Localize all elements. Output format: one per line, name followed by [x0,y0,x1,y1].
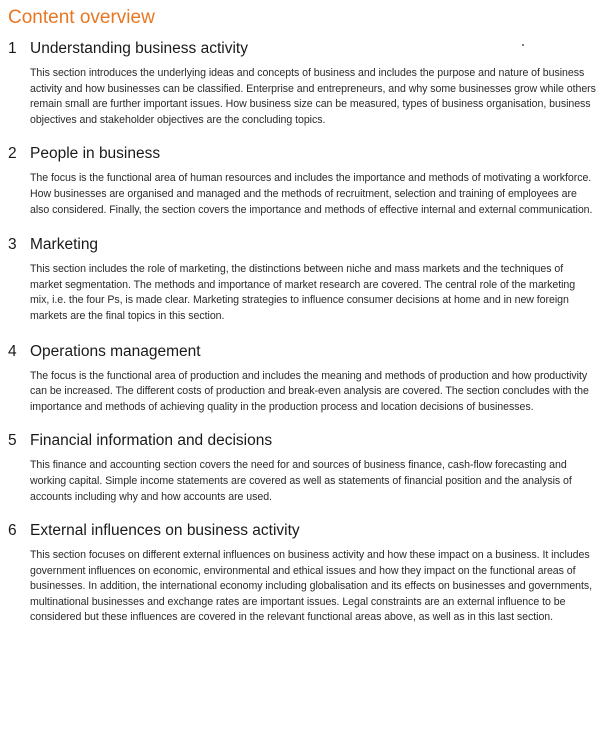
section-number: 6 [8,522,17,540]
section-body: This section introduces the underlying ideas and concepts of business and includes the purpose and nature of business activity and how businesses can be classified. Enterprise and entrepreneurs, and why some businesses grow while others remain small are further important issues. How business size can be measured, types of business organisation, business objectives and stakeholder objectives are the concluding topics. [30,67,596,126]
section-number: 3 [8,236,17,254]
section-heading [8,431,596,451]
section-heading [8,521,596,541]
section-people-in-business [8,144,596,218]
section-body: This section includes the role of marketing, the distinctions between niche and mass markets and the techniques of market segmentation. The methods and importance of market research are covered. The central role of the marketing mix, i.e. the four Ps, is made clear. Marketing strategies to influence consumer decisions at home and in new foreign markets are the final topics in this section. [30,263,576,322]
section-title: External influences on business activity [30,522,300,540]
stray-dot [522,44,524,46]
section-title: Operations management [30,342,201,360]
section-body: The focus is the functional area of production and includes the meaning and methods of production and how productivity can be increased. The different costs of production and break-even analysis are covered. The section concludes with the importance and methods of achieving quality in the production process and location decisions of businesses. [30,369,589,413]
section-understanding-business-activity [8,39,596,128]
section-operations-management [8,342,596,416]
section-title: People in business [30,145,161,163]
section-number: 5 [8,432,17,450]
section-financial-information-and-decisions [8,431,596,505]
section-body: This section focuses on different external influences on business activity and how these impact on a business. It includes government influences on economic, environmental and ethical issues and how they impact on the functional areas of businesses. In addition, the international economy including globalisation and its effects on businesses and governments, multinational businesses and exchange rates are important issues. Legal constraints are an external influence to be considered but these influences are covered in the relevant functional areas above, as well as in this last section. [30,549,593,624]
page-title: Content overview [8,7,155,28]
section-body: This finance and accounting section covers the need for and sources of business finance, cash-flow forecasting and working capital. Simple income statements are covered as well as statements of financial position and the analysis of accounts including why and how accounts are used. [30,459,572,503]
section-heading [8,144,596,164]
section-title: Marketing [30,236,99,254]
section-marketing [8,235,596,324]
section-body: The focus is the functional area of human resources and includes the importance and methods of motivating a workforce. How businesses are organised and managed and the methods of recruitment, selection and training of employees are also considered. Finally, the section covers the importance and methods of effective internal and external communication. [30,172,593,216]
section-title: Financial information and decisions [30,432,273,450]
section-number: 1 [8,40,17,57]
section-external-influences [8,521,596,626]
section-title: Understanding business activity [30,40,248,57]
section-heading [8,342,596,362]
section-heading [8,235,596,255]
section-number: 4 [8,342,17,360]
section-number: 2 [8,145,17,163]
section-heading [8,39,596,59]
